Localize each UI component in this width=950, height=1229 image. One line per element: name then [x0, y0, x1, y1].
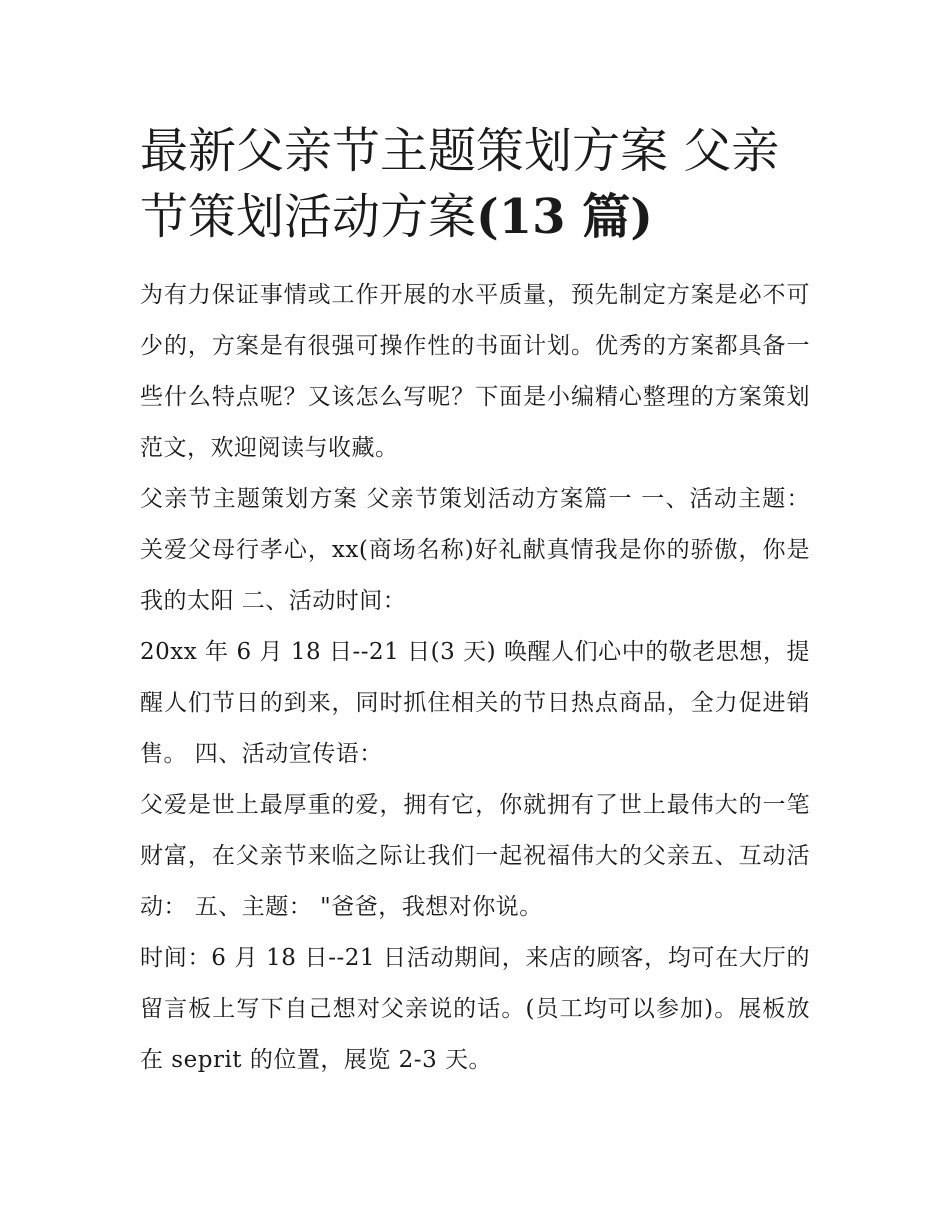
document-title-main: 最新父亲节主题策划方案 父亲节策划活动方案 — [140, 123, 780, 245]
slogan-paragraph: 父爱是世上最厚重的爱，拥有它，你就拥有了世上最伟大的一笔财富，在父亲节来临之际让我们一起祝福伟大的父亲五、互动活动： 五、主题： "爸爸，我想对你说。 — [140, 792, 810, 920]
document-title-count: (13 篇) — [476, 189, 653, 245]
document-title — [140, 118, 820, 250]
time-paragraph: 20xx 年 6 月 18 日--21 日(3 天) 唤醒人们心中的敬老思想，提醒人们节日的到来，同时抓住相关的节日热点商品，全力促进销售。 四、活动宣传语： — [140, 639, 810, 767]
theme-paragraph: 父亲节主题策划方案 父亲节策划活动方案篇一 一、活动主题： 关爱父母行孝心，xx(商场名称)好礼献真情我是你的骄傲，你是我的太阳 二、活动时间： — [140, 486, 810, 614]
intro-paragraph: 为有力保证事情或工作开展的水平质量，预先制定方案是必不可少的，方案是有很强可操作性的书面计划。优秀的方案都具备一些什么特点呢？又该怎么写呢？下面是小编精心整理的方案策划范文，欢迎阅读与收藏。 — [140, 282, 810, 461]
document-page — [140, 118, 818, 1086]
activity-paragraph: 时间：6 月 18 日--21 日活动期间，来店的顾客，均可在大厅的留言板上写下自己想对父亲说的话。(员工均可以参加)。展板放在 seprit 的位置，展览 2-3 天。 — [140, 945, 810, 1073]
